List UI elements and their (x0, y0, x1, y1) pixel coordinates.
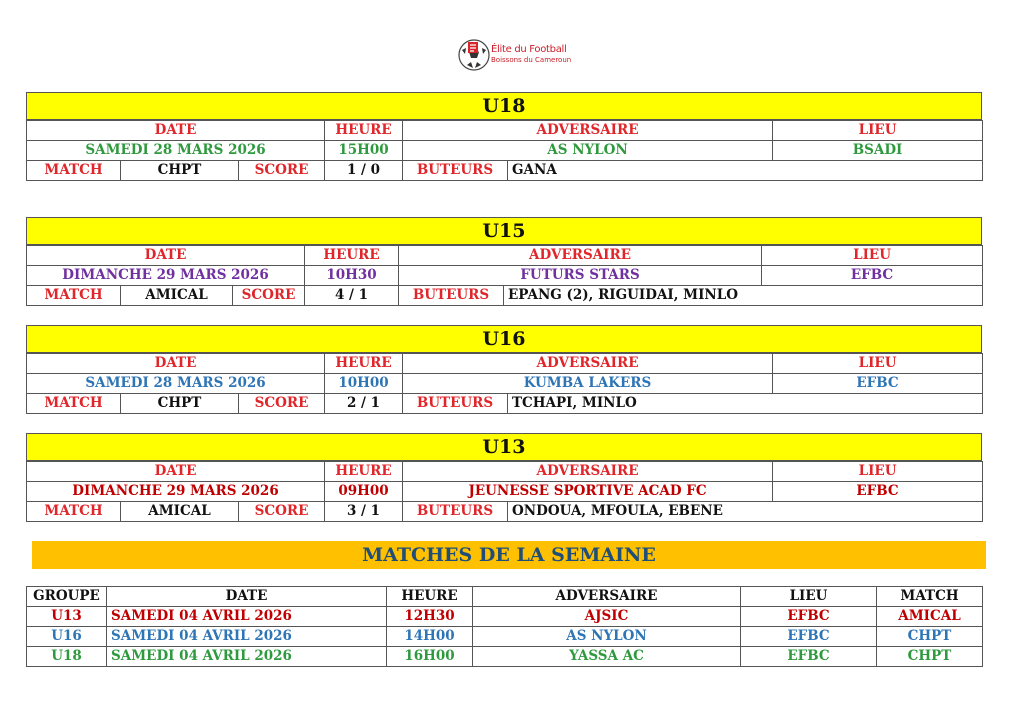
scorers-list: TCHAPI, MINLO (508, 394, 983, 414)
match-date: SAMEDI 28 MARS 2026 (27, 141, 325, 161)
score-value: 1 / 0 (325, 161, 403, 181)
groupe-cell: U16 (27, 627, 107, 647)
score-label: SCORE (239, 502, 325, 522)
match-label: MATCH (27, 161, 121, 181)
lieu-header: LIEU (773, 121, 983, 141)
opponent: FUTURS STARS (399, 266, 762, 286)
adversaire-cell: YASSA AC (473, 647, 741, 667)
match-label: MATCH (27, 502, 121, 522)
adversaire-cell: AJSIC (473, 607, 741, 627)
match-label: MATCH (27, 286, 121, 306)
date-header: DATE (27, 246, 305, 266)
heure-cell: 12H30 (387, 607, 473, 627)
result-table (26, 120, 983, 181)
logo-subtitle: Boissons du Cameroun (491, 56, 572, 64)
date-header: DATE (27, 121, 325, 141)
category-title: U15 (26, 217, 982, 245)
match-cell: AMICAL (877, 607, 983, 627)
result-block-u18 (26, 92, 982, 181)
date-header: DATE (107, 587, 387, 607)
result-table (26, 245, 983, 306)
adversaire-header: ADVERSAIRE (403, 462, 773, 482)
adversaire-header: ADVERSAIRE (403, 121, 773, 141)
venue: EFBC (773, 374, 983, 394)
category-title: U18 (26, 92, 982, 120)
score-value: 3 / 1 (325, 502, 403, 522)
date-cell: SAMEDI 04 AVRIL 2026 (107, 647, 387, 667)
score-label: SCORE (239, 161, 325, 181)
match-type: CHPT (121, 161, 239, 181)
result-block-u16 (26, 325, 982, 414)
match-time: 10H00 (325, 374, 403, 394)
week-matches-title: MATCHES DE LA SEMAINE (32, 541, 986, 569)
match-type: CHPT (121, 394, 239, 414)
club-logo (457, 38, 572, 76)
lieu-cell: EFBC (741, 607, 877, 627)
scorers-list: EPANG (2), RIGUIDAI, MINLO (504, 286, 983, 306)
heure-cell: 16H00 (387, 647, 473, 667)
match-date: DIMANCHE 29 MARS 2026 (27, 482, 325, 502)
lieu-header: LIEU (741, 587, 877, 607)
opponent: JEUNESSE SPORTIVE ACAD FC (403, 482, 773, 502)
venue: BSADI (773, 141, 983, 161)
result-block-u15 (26, 217, 982, 306)
match-cell: CHPT (877, 627, 983, 647)
adversaire-cell: AS NYLON (473, 627, 741, 647)
venue: EFBC (773, 482, 983, 502)
match-time: 15H00 (325, 141, 403, 161)
opponent: KUMBA LAKERS (403, 374, 773, 394)
heure-header: HEURE (387, 587, 473, 607)
result-table (26, 461, 983, 522)
lieu-cell: EFBC (741, 627, 877, 647)
score-value: 4 / 1 (305, 286, 399, 306)
opponent: AS NYLON (403, 141, 773, 161)
heure-header: HEURE (305, 246, 399, 266)
result-block-u13 (26, 433, 982, 522)
groupe-header: GROUPE (27, 587, 107, 607)
heure-header: HEURE (325, 462, 403, 482)
match-date: DIMANCHE 29 MARS 2026 (27, 266, 305, 286)
score-value: 2 / 1 (325, 394, 403, 414)
groupe-cell: U18 (27, 647, 107, 667)
match-cell: CHPT (877, 647, 983, 667)
score-label: SCORE (239, 394, 325, 414)
match-type: AMICAL (121, 502, 239, 522)
football-crest-icon (457, 38, 491, 72)
match-type: AMICAL (121, 286, 233, 306)
date-cell: SAMEDI 04 AVRIL 2026 (107, 607, 387, 627)
adversaire-header: ADVERSAIRE (399, 246, 762, 266)
match-header: MATCH (877, 587, 983, 607)
match-time: 10H30 (305, 266, 399, 286)
table-row (27, 647, 983, 667)
category-title: U16 (26, 325, 982, 353)
lieu-header: LIEU (762, 246, 983, 266)
scorers-label: BUTEURS (403, 502, 508, 522)
match-time: 09H00 (325, 482, 403, 502)
table-row (27, 607, 983, 627)
heure-cell: 14H00 (387, 627, 473, 647)
week-matches-table (26, 586, 983, 667)
scorers-list: ONDOUA, MFOULA, EBENE (508, 502, 983, 522)
scorers-label: BUTEURS (403, 161, 508, 181)
score-label: SCORE (233, 286, 305, 306)
scorers-label: BUTEURS (403, 394, 508, 414)
date-header: DATE (27, 462, 325, 482)
table-row (27, 627, 983, 647)
lieu-cell: EFBC (741, 647, 877, 667)
adversaire-header: ADVERSAIRE (473, 587, 741, 607)
category-title: U13 (26, 433, 982, 461)
match-date: SAMEDI 28 MARS 2026 (27, 374, 325, 394)
heure-header: HEURE (325, 354, 403, 374)
lieu-header: LIEU (773, 462, 983, 482)
date-header: DATE (27, 354, 325, 374)
week-matches-block (26, 586, 982, 667)
date-cell: SAMEDI 04 AVRIL 2026 (107, 627, 387, 647)
logo-title: Élite du Football (491, 44, 567, 55)
scorers-label: BUTEURS (399, 286, 504, 306)
heure-header: HEURE (325, 121, 403, 141)
result-table (26, 353, 983, 414)
scorers-list: GANA (508, 161, 983, 181)
groupe-cell: U13 (27, 607, 107, 627)
lieu-header: LIEU (773, 354, 983, 374)
match-label: MATCH (27, 394, 121, 414)
adversaire-header: ADVERSAIRE (403, 354, 773, 374)
venue: EFBC (762, 266, 983, 286)
